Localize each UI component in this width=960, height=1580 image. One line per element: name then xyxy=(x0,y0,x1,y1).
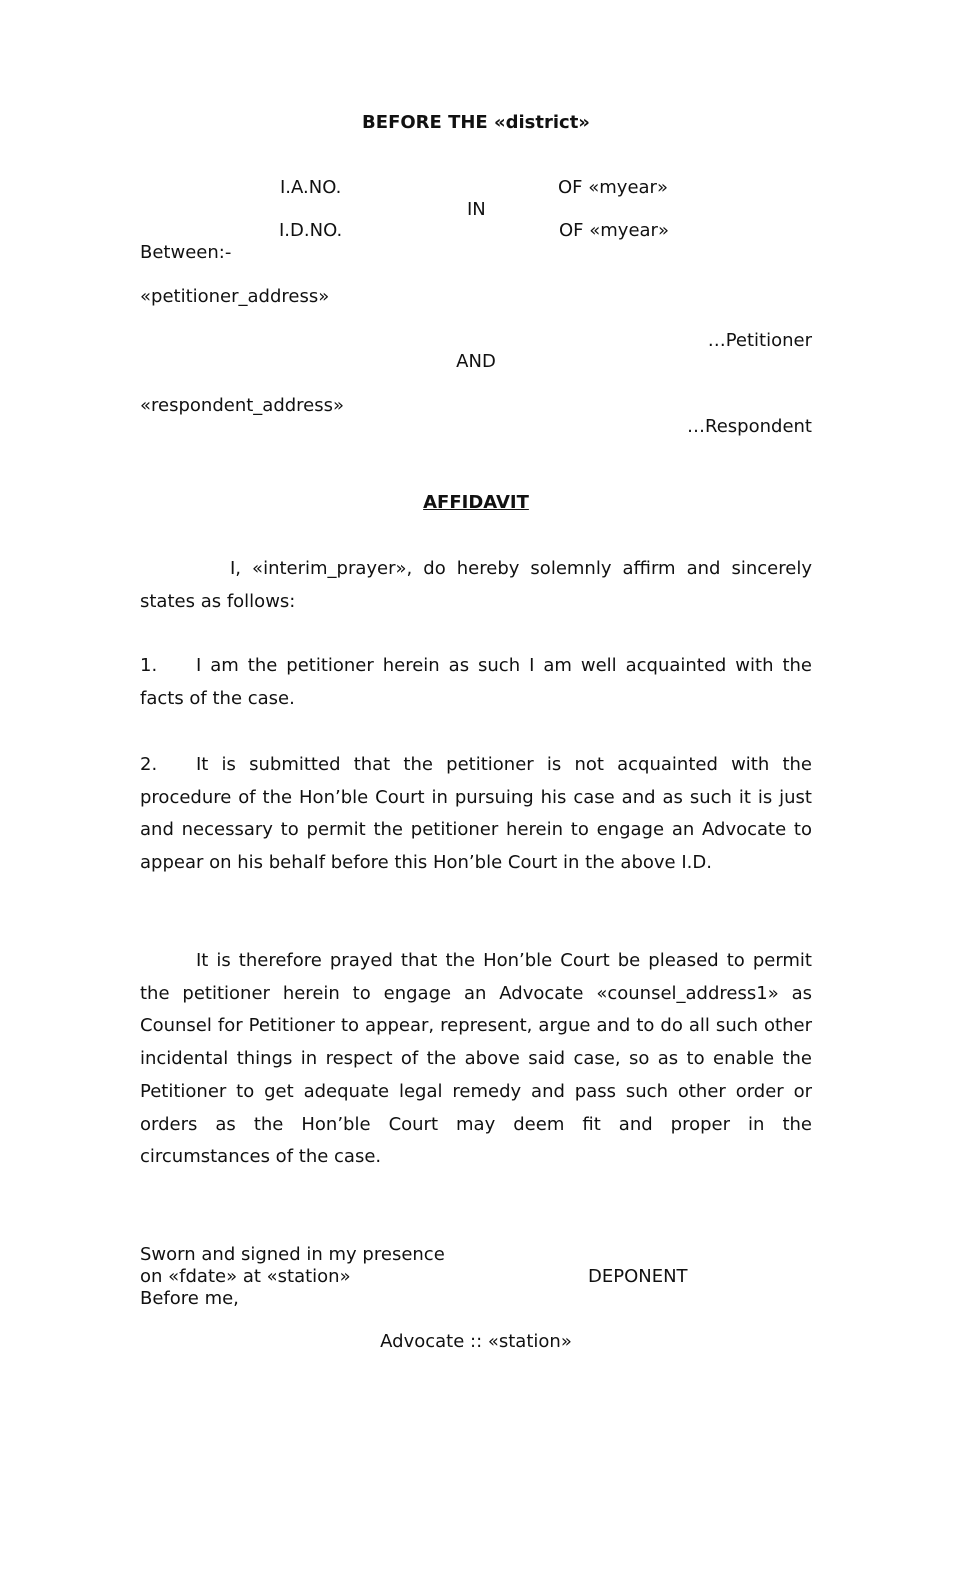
before-me-line: Before me, xyxy=(140,1288,239,1309)
respondent-address: «respondent_address» xyxy=(140,395,345,416)
intro-text: I, «interim_prayer», do hereby solemnly affirm and sincerely states as follows: xyxy=(140,558,812,612)
ia-year: OF «myear» xyxy=(558,177,668,198)
and-label: AND xyxy=(456,351,496,372)
item-text: I am the petitioner herein as such I am well acquainted with the facts of the case. xyxy=(140,655,812,709)
item-number: 1. xyxy=(140,655,158,676)
affidavit-title: AFFIDAVIT xyxy=(423,492,529,513)
court-title: BEFORE THE «district» xyxy=(362,112,590,133)
respondent-label: …Respondent xyxy=(687,416,812,437)
list-item xyxy=(140,749,812,880)
petitioner-label: …Petitioner xyxy=(707,330,812,351)
item-number: 2. xyxy=(140,754,158,775)
item-text: It is submitted that the petitioner is not acquainted with the procedure of the Hon’ble Court in pursuing his case and as such it is just and necessary to permit the petitioner herein to engage an Advocate to appear on his behalf before this Hon’ble Court in the above I.D. xyxy=(140,754,812,874)
intro-paragraph xyxy=(140,553,812,618)
sworn-line: Sworn and signed in my presence xyxy=(140,1244,445,1265)
prayer-text: It is therefore prayed that the Hon’ble Court be pleased to permit the petitioner herein to engage an Advocate «counsel_address1» as Counsel for Petitioner to appear, represent, argue and to do all such other incidental things in respect of the above said case, so as to enable the Petitioner to get adequate legal remedy and pass such other order or orders as the Hon’ble Court may deem fit and proper in the circumstances of the case. xyxy=(140,950,812,1168)
prayer-paragraph xyxy=(140,945,812,1174)
list-item xyxy=(140,650,812,715)
date-station-line: on «fdate» at «station» xyxy=(140,1266,351,1287)
advocate-line: Advocate :: «station» xyxy=(380,1331,572,1352)
id-number-label: I.D.NO. xyxy=(279,220,343,241)
deponent-label: DEPONENT xyxy=(588,1266,688,1287)
between-label: Between:- xyxy=(140,242,232,263)
ia-number-label: I.A.NO. xyxy=(280,177,342,198)
id-year: OF «myear» xyxy=(559,220,669,241)
in-label: IN xyxy=(467,199,486,220)
petitioner-address: «petitioner_address» xyxy=(140,286,330,307)
